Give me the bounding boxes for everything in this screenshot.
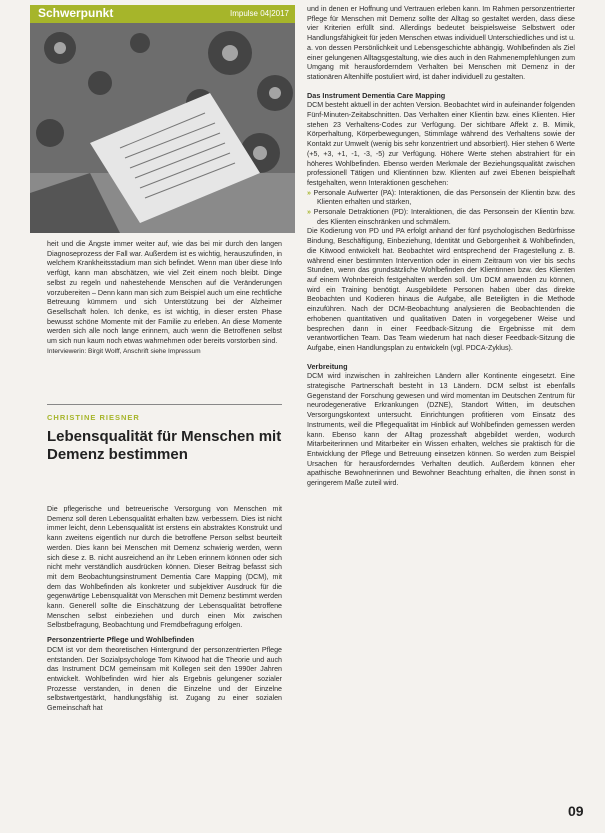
article-photo (30, 23, 295, 233)
article-intro: Die pflegerische und betreuerische Versorgung von Menschen mit Demenz soll deren Lebensqualität erhalten bzw. verbessern. Dies ist nicht immer leicht, denn Lebensqualität ist erstens ein abstraktes Konstrukt und kann zweitens eigentlich nur durch die betroffene Person selbst beurteilt werden. Dies kann bei Menschen mit Demenz schwierig werden, wenn sich diese z. B. nicht ausreichend an ihr Leben erinnern können oder sich nicht mehr verständlich ausdrücken können. Dieser Beitrag befasst sich mit dem Beobachtungsinstrument Dementia Care Mapping (DCM), mit dem das Wohlbefinden als konkreter und subjektiver Ausdruck für die gegenwärtige Lebensqualität von Menschen mit Demenz bestimmt werden kann. Generell sollte die Einschätzung der Lebensqualität betroffene Menschen selbst einbeziehen und durch einen Mix zwischen Selbstbefragung, Beobachtung und Fremdbefragung erfolgen. (47, 505, 282, 630)
section-heading: Verbreitung (307, 361, 348, 371)
issue-label: Impulse 04|2017 (229, 9, 289, 18)
section-heading: Das Instrument Dementia Care Mapping (307, 90, 446, 100)
bullet-icon: » (307, 208, 314, 217)
interview-credit: Interviewerin: Birgit Wolff, Anschrift siehe Impressum (47, 347, 201, 355)
interview-paragraph: heit und die Ängste immer weiter auf, wie das bei mir durch den langen Diagnoseprozess der Fall war. Außerdem ist es wichtig, herauszufinden, in welchem Krankheitsstadium man sich befindet. Wenn man über diese Info verfügt, kann man abschätzen, wie viel Zeit einem noch bleibt. Dinge selbst zu regeln und nahestehende Menschen auf die Veränderungen vorzubereiten – Denn kann man sich zum Beispiel auch um eine rechtliche Betreuung kümmern und sich Unterstützung bei der Alzheimer Gesellschaft holen. Ich denke, es ist wichtig, in dieser ersten Phase bewusst schöne Momente mit der Familie zu erleben. An diese Momente werden sich alle noch lange erinnern, auch wenn die Betroffenen selbst um sich nun kaum noch etwas wahrnehmen oder bereits vorstorben sind. (47, 240, 282, 346)
article-author: CHRISTINE RIESNER (47, 413, 140, 422)
section-text: DCM besteht aktuell in der achten Version. Beobachtet wird in aufeinander folgenden Fünf-Minuten-Zeitabschnitten. Das Verhalten einer Klientin bzw. eines Klienten. Hier stehen 23 Verhaltens-Codes zur Verfügung. Der sichtbare Affekt z. B. Mimik, Körperhaltung, Körperbewegungen, Stimmlage während des Verhaltens sowie der Kontakt zur Umwelt (wenig bis sehr konzentriert und absorbiert). Hier stehen 6 Werte (+5, +3, +1, -1, -3, -5) zur Verfügung. Höhere Werte stehen abstrahiert für ein höheres Wohlbefinden. Ebenso werden Merkmale der Beziehungsqualität zwischen professionell Tätigen und Klientinnen bzw. Klienten auf zwei Ebenen beispielhaft festgehalten, wenn Interaktionen geschehen: (307, 101, 575, 187)
continued-text: und in denen er Hoffnung und Vertrauen erleben kann. Im Rahmen personzentrierter Pflege für Menschen mit Demenz sollte der Alltag so gestaltet werden, dass diese vier Kriterien erfüllt sind. Allerdings bedeutet beispielsweise Selbstwert oder Handlungsfähigkeit für jeden Menschen etwas individuell Unterschiedliches und ist u. a. von dessen Persönlichkeit und Lebensgeschichte abhängig. Wohlbefinden als Ziel einer gelungenen Alltagsgestaltung, wie dies auch in den Rahmenempfehlungen zum Umgang mit herausforderndem Verhalten bei Menschen mit Demenz in der stationären Altenhilfe postuliert wird, ist daher individuell zu gestalten. (307, 5, 575, 81)
section-text: DCM ist vor dem theoretischen Hintergrund der personzentrierten Pflege entstanden. Der Sozialpsychologe Tom Kitwood hat die Theorie und auch das Instrument DCM gemeinsam mit Kollegen seit den 1990er Jahren entwickelt. Wohlbefinden wird hier als Ergebnis gelungener sozialer Prozesse verstanden, in denen die Einzelne und der Einzelne selbstwertgestärkt, handlungsfähig ist. Zugang zu einer sozialen Gemeinschaft hat (47, 645, 282, 713)
section-title: Schwerpunkt (38, 6, 114, 20)
section-header (30, 5, 295, 23)
article-title: Lebensqualität für Menschen mit Demenz bestimmen (47, 428, 282, 463)
section-text: DCM wird inzwischen in zahlreichen Ländern aller Kontinente eingesetzt. Eine strategische Partnerschaft besteht in 13 Ländern. DCM selbst ist ebenfalls Gegenstand der Forschung gewesen und wird momentan im Deutschen Zentrum für neurodegenerative Erkrankungen (DZNE), Standort Witten, im deutschen Versorgungskontext untersucht. Einrichtungen profitieren vom Einsatz des Instruments, weil die Pflegequalität im Hinblick auf Wohlbefinden gemessen werden kann. Ebenso kann der Alltag prozesshaft abgebildet werden, wodurch Mitarbeiterinnen und Mitarbeiter ein Wissen erhalten, welches sie praktisch für die Entwicklung der Pflege und Betreuung einsetzen können. So werden zum Beispiel Ursachen für herausforderndes Verhalten deutlich. Außerdem können eher apathische Bewohnerinnen und Bewohner Beachtung erhalten, die ihnen sonst in geringerem Maße zuteil wird. (307, 372, 575, 488)
section-heading: Personzentrierte Pflege und Wohlbefinden (47, 635, 195, 645)
interview-ending (47, 240, 282, 356)
section-text: Die Kodierung von PD und PA erfolgt anhand der fünf psychologischen Bedürfnisse Bindung, Beschäftigung, Einbeziehung, Identität und Geborgenheit & Wohlbefinden, die Kitwood entwickelt hat. Beobachtet wird entsprechend der Fragestellung z. B. während einer bestimmten Intervention oder in einem Zeitraum von vier bis sechs Stunden, wenn das grundsätzliche Wohlbefinden der Klientinnen bzw. des Klienten auf einem Wohnbereich festgehalten werden soll. Um DCM anwenden zu können, wird ein Training benötigt. Ausgebildete Personen haben über das direkte Beobachten und Kodieren hinaus die Aufgabe, alle Beteiligten in die Methode einzuführen. Nach der DCM-Beobachtung analysieren die Beobachtenden die erhobenen quantitativen und qualitativen Daten in vorgegebener Weise und besprechen dann in einer Feedback-Sitzung die Ergebnisse mit dem verantwortlichen Team. Das Team wiederum hat nach dieser Feedback-Sitzung die Aufgabe, einen Handlungsplan zu entwickeln (vgl. PDCA-Zyklus). (307, 227, 575, 352)
list-item: » Personale Aufwerter (PA): Interaktionen, die das Personsein der Klientin bzw. des Klienten erhalten und stärken, (307, 188, 576, 207)
article-right-column (307, 5, 575, 489)
bullet-icon: » (307, 188, 314, 197)
page-number: 09 (568, 803, 584, 819)
section-divider (47, 404, 282, 405)
article-left-column (47, 505, 282, 714)
list-item: » Personale Detraktionen (PD): Interaktionen, die das Personsein der Klientin bzw. des Klienten einschränken und schmälern. (307, 208, 576, 226)
